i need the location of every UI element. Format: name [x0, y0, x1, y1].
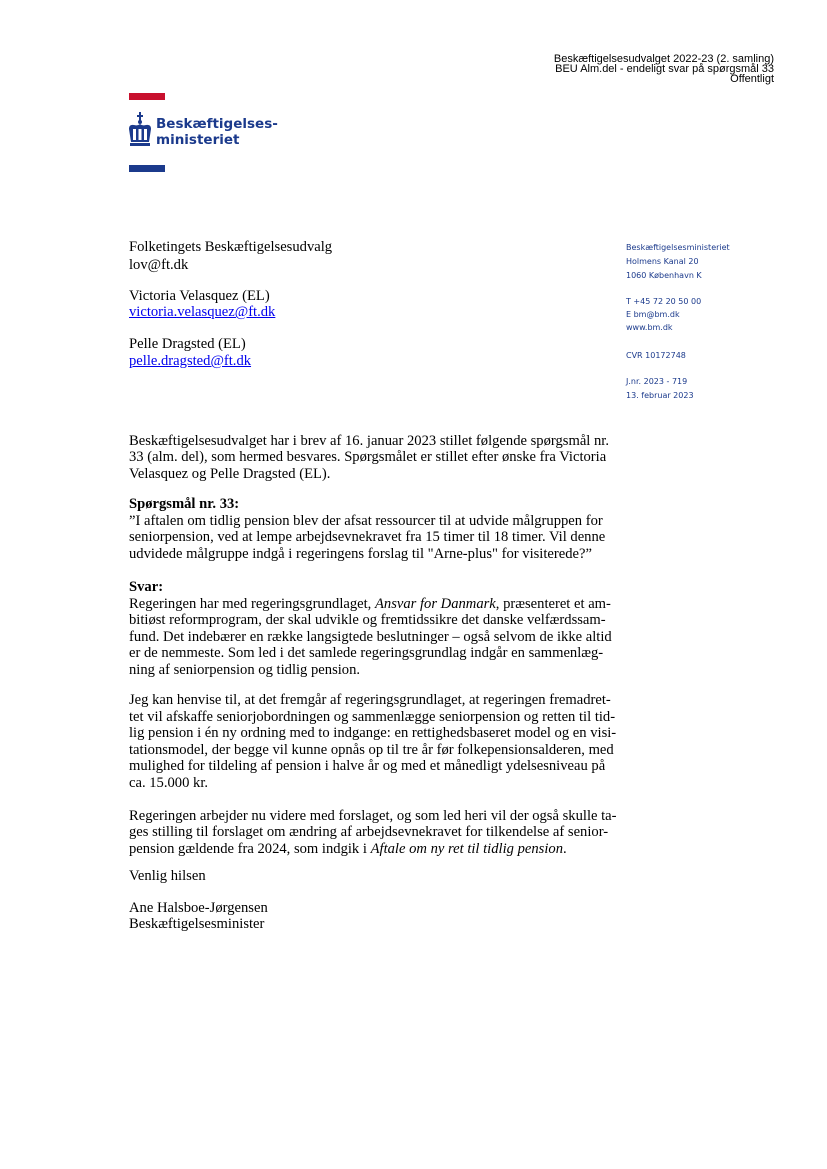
text-line: mulighed for tildeling af pension i halve år og med et månedligt ydelsesniveau på [129, 758, 606, 774]
header-reference: BEU Alm.del - endeligt svar på spørgsmål 33 [555, 63, 774, 75]
text-line [129, 840, 567, 858]
logo-text-line1: Beskæftigelses- [156, 116, 278, 132]
text-line: lig pension i én ny ordning med to indgange: en rettighedsbaseret model og en visi- [129, 725, 617, 741]
sender-cvr: CVR 10172748 [626, 351, 686, 360]
text-segment: , præsenteret et am- [495, 596, 611, 612]
question-heading: Spørgsmål nr. 33: [129, 496, 240, 512]
answer-heading: Svar: [129, 579, 164, 595]
text-line: fund. Det indebærer en række langsigtede beslutninger – også selvom de ikke altid [129, 629, 612, 645]
text-line: ges stilling til forslaget om ændring af arbejdsevnekravet for tilkendelse af senior- [129, 824, 609, 840]
recipient-email-link[interactable]: victoria.velasquez@ft.dk [129, 304, 276, 320]
header-committee: Beskæftigelsesudvalget 2022-23 (2. samling) [553, 53, 774, 65]
agreement-title-italic: Aftale om ny ret til tidlig pension [370, 841, 563, 857]
sender-name: Beskæftigelsesministeriet [626, 243, 730, 252]
recipient-name: Victoria Velasquez (EL) [129, 288, 270, 304]
signatory-title: Beskæftigelsesminister [129, 916, 265, 932]
text-line: bitiøst reformprogram, der skal udvikle og fremtidssikre det danske velfærdssam- [129, 612, 606, 628]
text-segment: . [563, 841, 567, 857]
logo-blue-bar [129, 165, 165, 172]
recipient-email: lov@ft.dk [129, 257, 189, 273]
recipient-name: Folketingets Beskæftigelsesudvalg [129, 239, 333, 255]
text-line: Regeringen arbejder nu videre med forslaget, og som led heri vil der også skulle ta- [129, 808, 617, 824]
text-line: tationsmodel, der begge vil kunne opnås op til tre år før folkepensionsalderen, med [129, 742, 614, 758]
closing: Venlig hilsen [129, 868, 206, 884]
sender-web: www.bm.dk [626, 323, 673, 332]
recipient-name: Pelle Dragsted (EL) [129, 336, 246, 352]
text-line: Velasquez og Pelle Dragsted (EL). [129, 466, 331, 482]
sender-email: E bm@bm.dk [626, 310, 680, 319]
crown-icon [128, 112, 152, 148]
sender-street: Holmens Kanal 20 [626, 257, 699, 266]
text-line: ca. 15.000 kr. [129, 775, 209, 791]
text-line: ”I aftalen om tidlig pension blev der afsat ressourcer til at udvide målgruppen for [129, 513, 603, 529]
journal-number: J.nr. 2023 - 719 [626, 377, 688, 386]
logo-red-bar [129, 93, 165, 100]
text-line: ning af seniorpension og tidlig pension. [129, 662, 361, 678]
text-line: udvidede målgruppe indgå i regeringens forslag til "Arne-plus" for visiterede?” [129, 546, 592, 562]
sender-phone: T +45 72 20 50 00 [626, 297, 702, 306]
recipient-email-link[interactable]: pelle.dragsted@ft.dk [129, 353, 252, 369]
letter-date: 13. februar 2023 [626, 391, 694, 400]
document-header [554, 54, 774, 84]
text-line: seniorpension, ved at lempe arbejdsevnekravet fra 15 timer til 18 timer. Vil denne [129, 529, 606, 545]
text-line: 33 (alm. del), som hermed besvares. Spørgsmålet er stillet efter ønske fra Victoria [129, 449, 607, 465]
text-segment: Regeringen har med regeringsgrundlaget, [129, 596, 375, 612]
text-line: er de nemmeste. Som led i det samlede regeringsgrundlag indgår en sammenlæg- [129, 645, 604, 661]
signatory-name: Ane Halsboe-Jørgensen [129, 900, 268, 916]
document-title-italic: Ansvar for Danmark [374, 596, 496, 612]
text-line: Beskæftigelsesudvalget har i brev af 16. januar 2023 stillet følgende spørgsmål nr. [129, 433, 610, 449]
header-status: Offentligt [730, 73, 774, 85]
text-segment: pension gældende fra 2024, som indgik i [129, 841, 371, 857]
text-line: Jeg kan henvise til, at det fremgår af regeringsgrundlaget, at regeringen fremadret- [129, 692, 611, 708]
text-line: tet vil afskaffe seniorjobordningen og sammenlægge seniorpension og retten til tid- [129, 709, 616, 725]
sender-city: 1060 København K [626, 271, 702, 280]
logo-text-line2: ministeriet [156, 132, 240, 148]
